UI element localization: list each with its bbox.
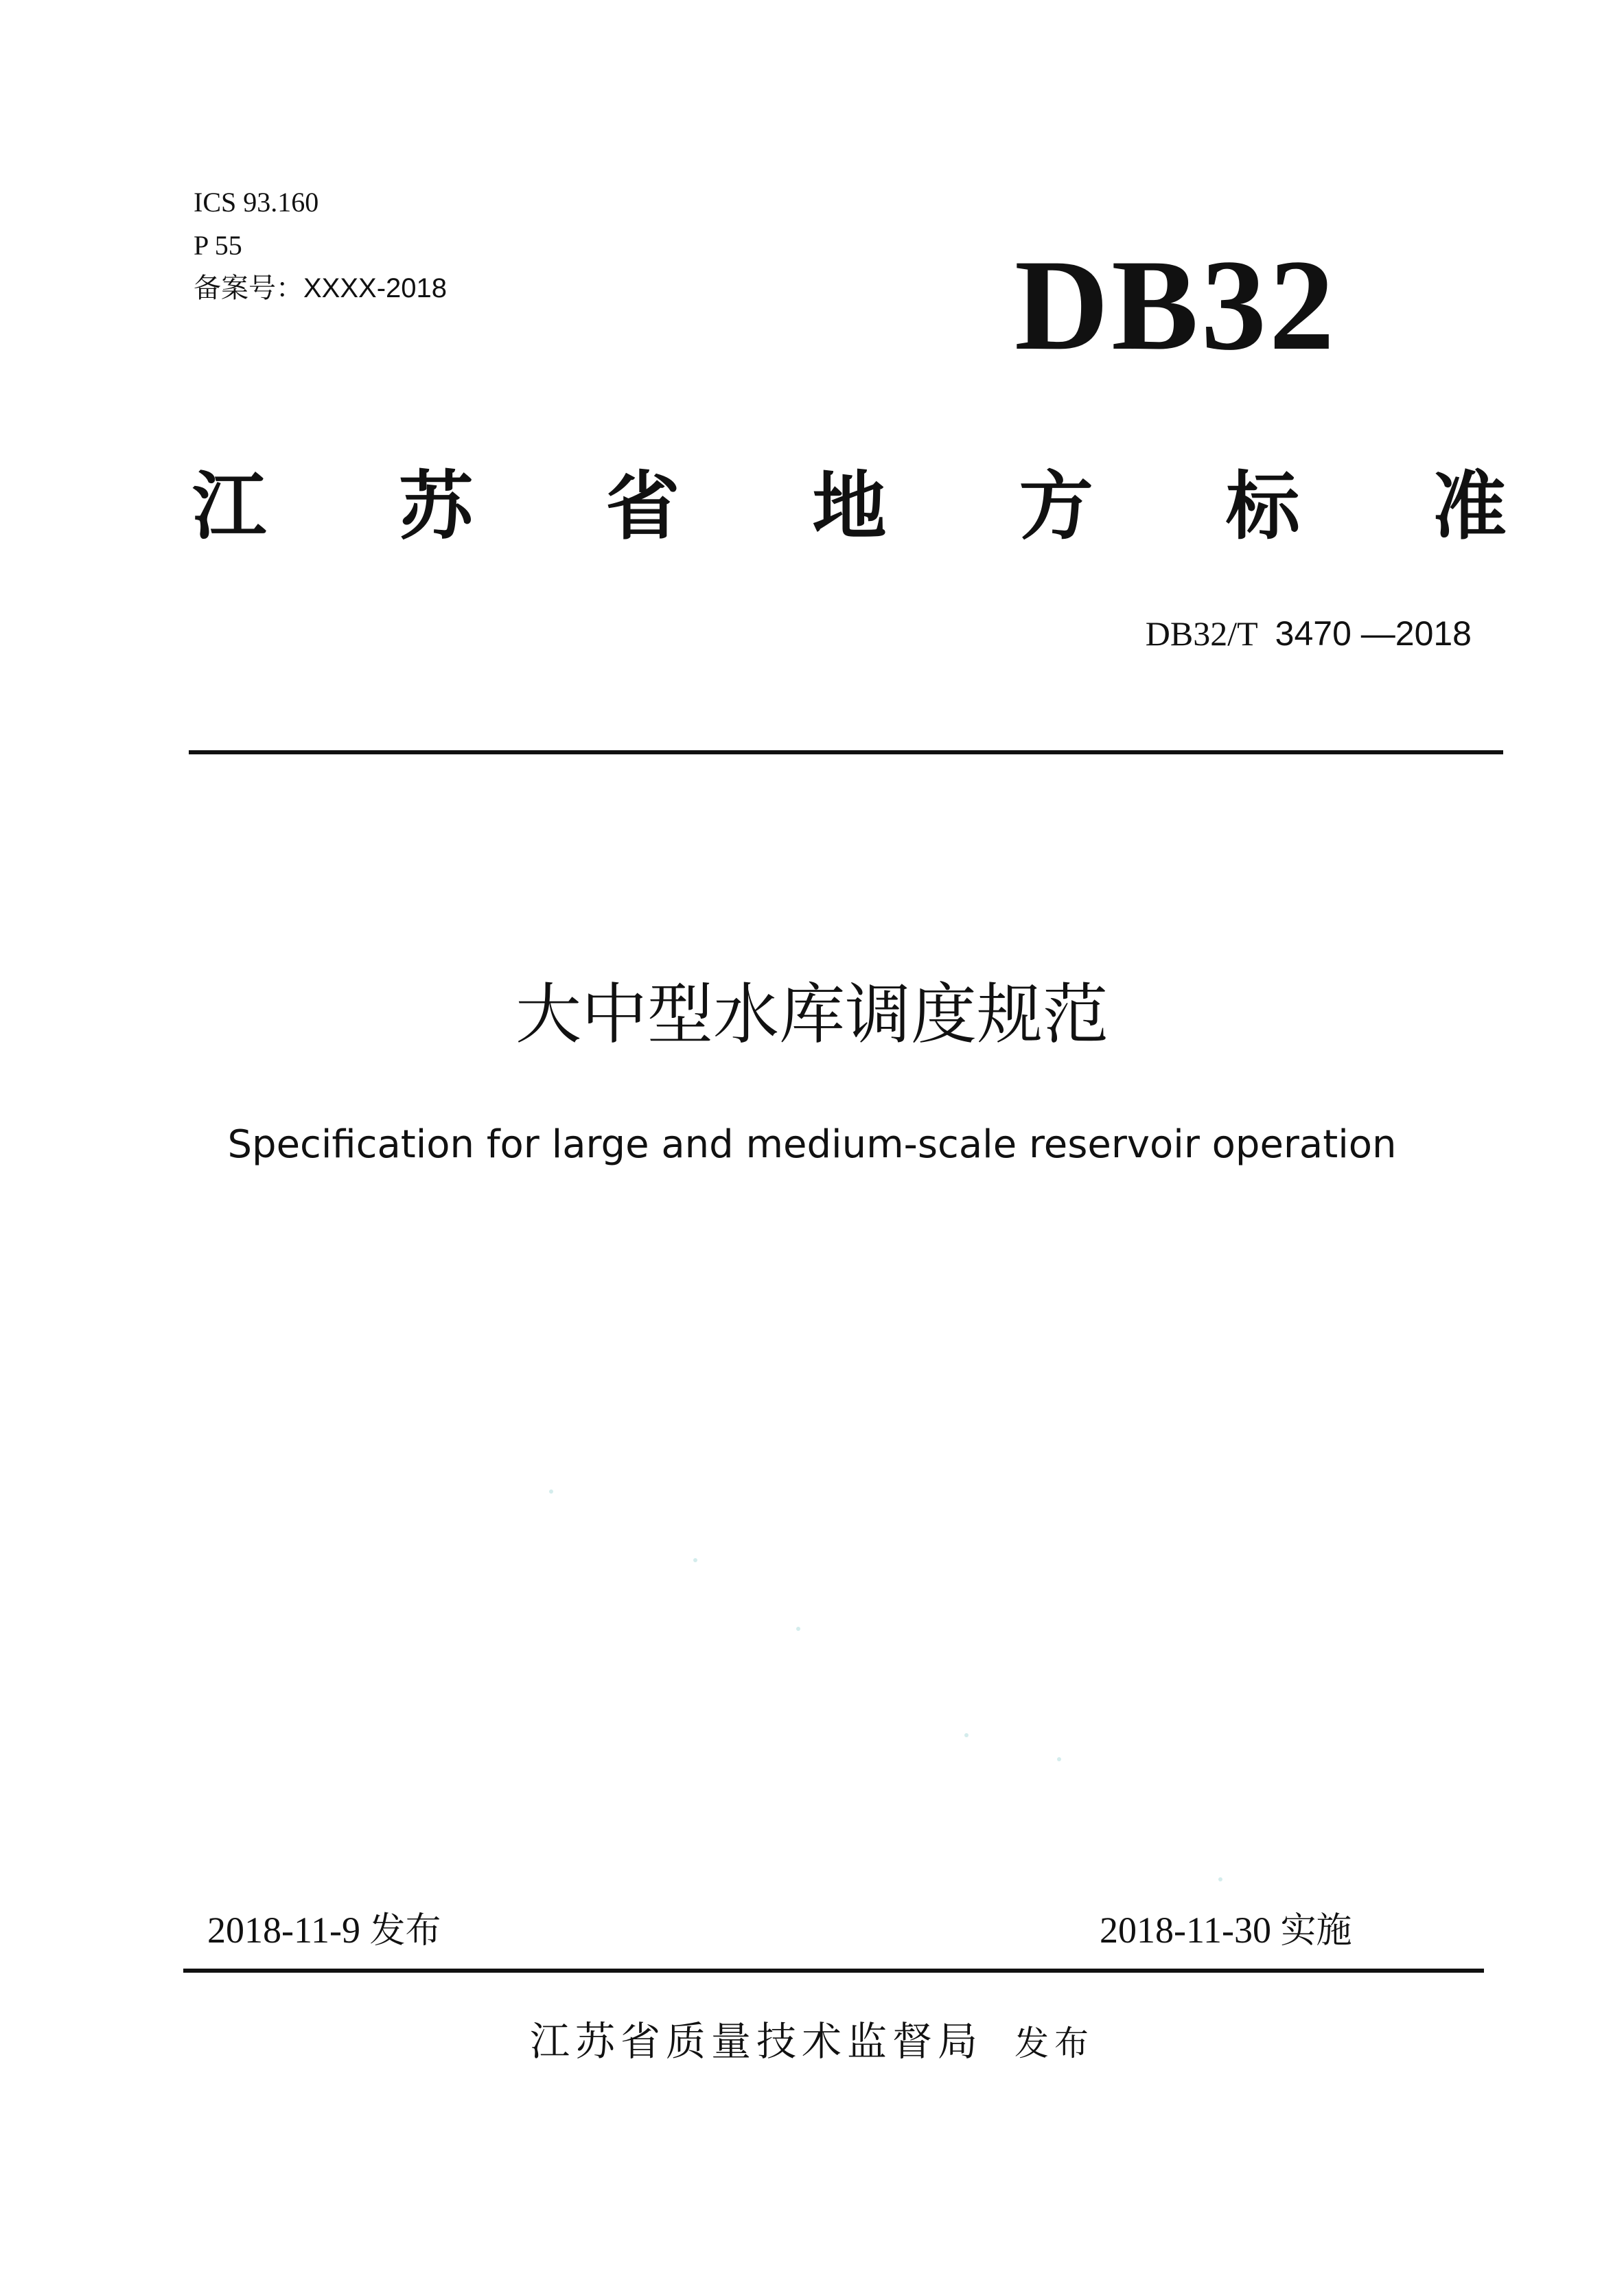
standard-type-char: 省: [605, 464, 680, 550]
top-divider: [189, 750, 1503, 754]
standard-type-char: 地: [812, 464, 887, 550]
scan-speck: [1057, 1757, 1061, 1761]
scan-speck: [796, 1627, 800, 1631]
publish-date: [207, 1912, 441, 1949]
standard-type-char: 方: [1019, 464, 1093, 550]
standard-type-title: [192, 464, 1507, 550]
scan-speck: [964, 1733, 968, 1737]
scan-speck: [693, 1558, 697, 1562]
implement-date-label: 实施: [1280, 1910, 1352, 1951]
issuer-name: 江苏省质量技术监督局: [529, 2018, 983, 2065]
implement-date-value: 2018-11-30: [1100, 1910, 1271, 1951]
standard-type-char: 苏: [399, 464, 474, 550]
issuer: [0, 2018, 1624, 2065]
standard-number: [1146, 616, 1472, 651]
standard-number-prefix: DB32/T: [1145, 614, 1258, 653]
publish-date-value: 2018-11-9: [207, 1910, 360, 1951]
publish-date-label: 发布: [369, 1910, 441, 1951]
standard-type-char: 标: [1225, 464, 1300, 550]
document-title-en: Specification for large and medium-scale reservoir operation: [227, 1122, 1397, 1167]
record-number-value: XXXX-2018: [303, 273, 448, 303]
scan-speck: [1218, 1877, 1222, 1881]
standard-type-char: 江: [192, 464, 267, 550]
category-code: P 55: [194, 230, 242, 261]
record-number: [194, 275, 447, 302]
standard-type-char: 准: [1432, 464, 1507, 550]
scan-speck: [549, 1489, 553, 1494]
ics-code: ICS 93.160: [194, 187, 319, 218]
bottom-divider: [183, 1969, 1484, 1973]
standard-number-value: 3470 —2018: [1275, 614, 1472, 653]
record-number-label: 备案号：: [194, 273, 303, 303]
db-code-mark: DB32: [1014, 233, 1337, 378]
document-title-cn: 大中型水库调度规范: [515, 976, 1109, 1053]
implement-date: [1100, 1912, 1352, 1949]
issuer-suffix: 发布: [1014, 2024, 1094, 2063]
